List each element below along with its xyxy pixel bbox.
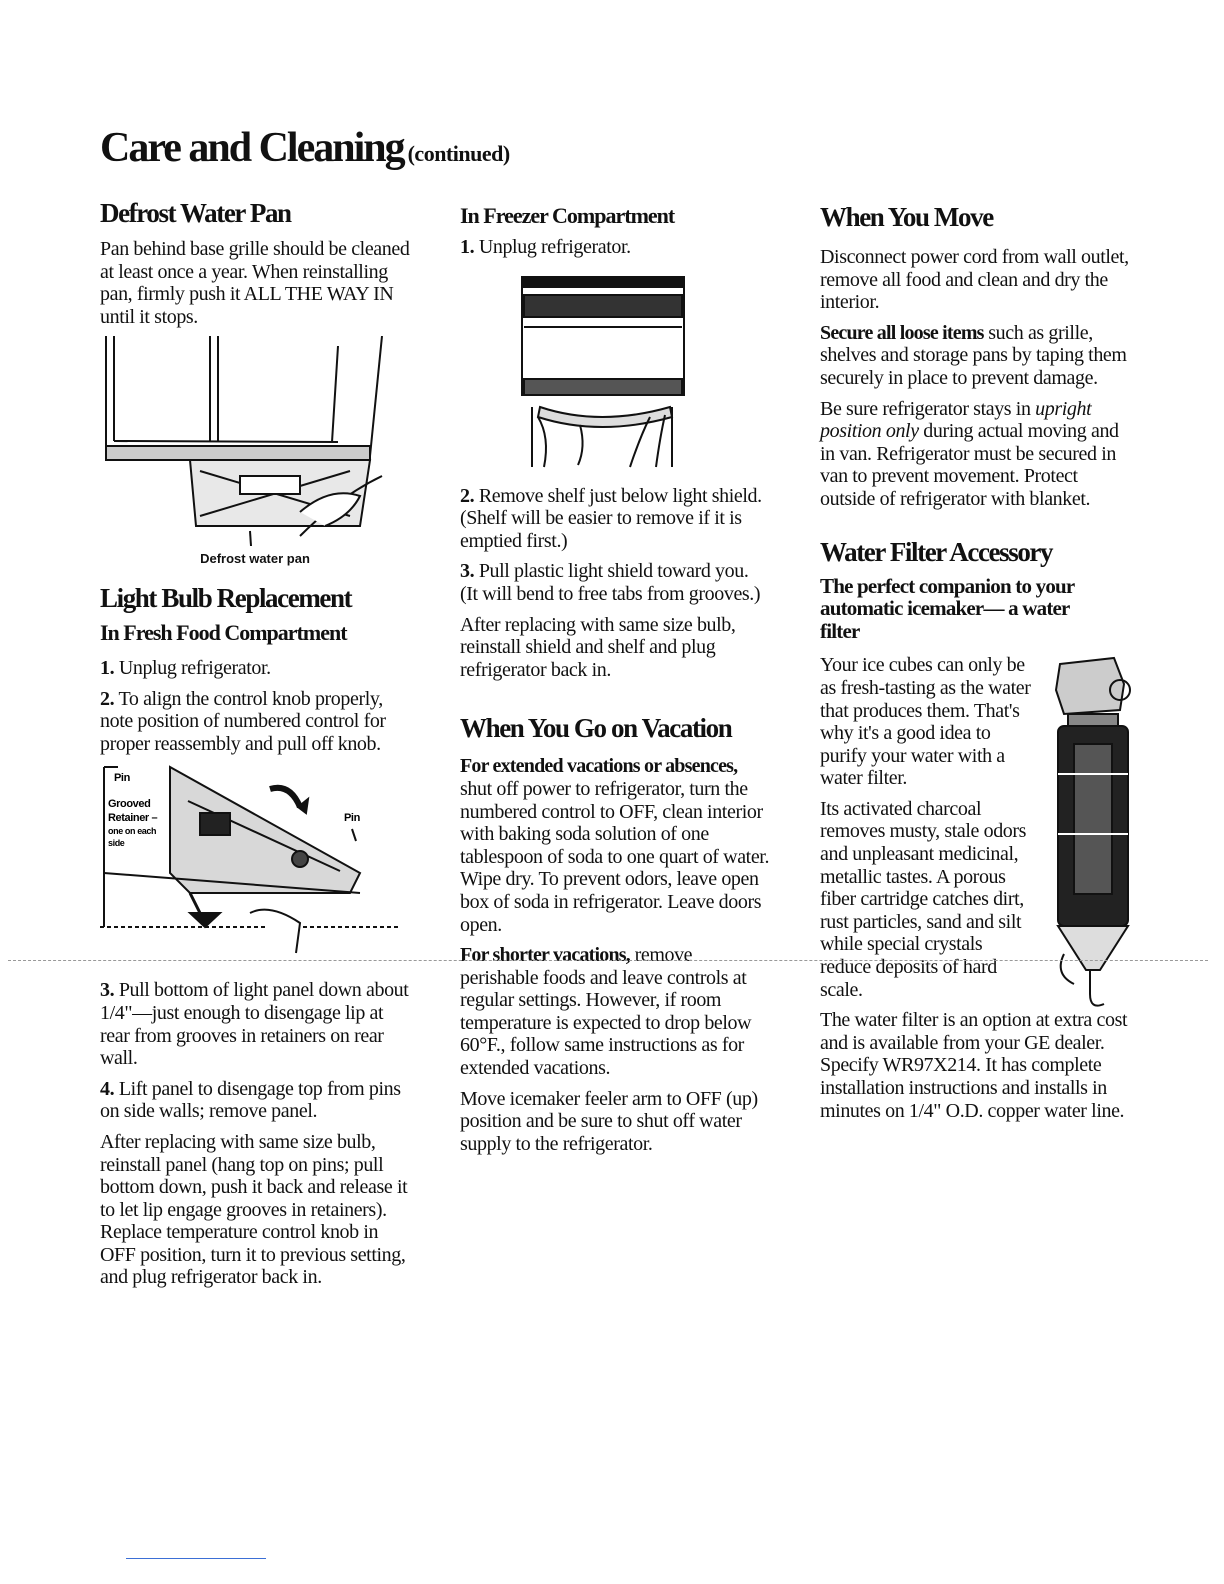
page-title bbox=[100, 124, 510, 172]
filter-subheading: The perfect companion to your automatic icemaker— a water filter bbox=[820, 573, 1075, 643]
filter-section bbox=[820, 654, 1130, 1001]
fig-label-retainer-1: Grooved bbox=[108, 798, 151, 811]
move-heading: When You Move bbox=[820, 202, 993, 232]
page-title-sub: (continued) bbox=[407, 141, 510, 166]
fig-label-retainer-3: one on each bbox=[108, 826, 157, 837]
fresh-food-heading: In Fresh Food Compartment bbox=[100, 619, 347, 645]
defrost-pan-illustration bbox=[100, 336, 400, 546]
fig-label-retainer-4: side bbox=[108, 838, 125, 849]
freezer-heading: In Freezer Compartment bbox=[460, 203, 675, 228]
filter-p1: Your ice cubes can only be as fresh-tasting as the water that produces them. That's why it's a good idea to purify your water with a water filter. bbox=[820, 654, 1031, 790]
column-left bbox=[100, 196, 410, 1297]
vacation-shorter: For shorter vacations, remove perishable foods and leave controls at regular settings. However, if room temperature is expected to drop below 60°F., follow same instructions as for extended vacations. bbox=[460, 944, 752, 1080]
filter-p3: The water filter is an option at extra cost and is available from your GE dealer. Specify WR97X214. It has complete installation instructions and installs in minutes on 1/4" O.D. copper water line. bbox=[820, 1009, 1128, 1122]
defrost-heading: Defrost Water Pan bbox=[100, 198, 291, 228]
fig-label-pin-right: Pin bbox=[344, 812, 360, 825]
column-middle bbox=[460, 196, 770, 1163]
fresh-step-2: 2. To align the control knob properly, note position of numbered control for proper reassembly and pull off knob. bbox=[100, 687, 386, 755]
freezer-after-text: After replacing with same size bulb, reinstall shield and shelf and plug refrigerator back in. bbox=[460, 613, 736, 681]
move-p2: Secure all loose items such as grille, shelves and storage pans by taping them securely in place to prevent damage. bbox=[820, 321, 1127, 389]
vacation-heading: When You Go on Vacation bbox=[460, 713, 732, 744]
freezer-shield-illustration bbox=[460, 267, 770, 477]
bottom-rule bbox=[126, 1558, 266, 1559]
fold-line bbox=[8, 960, 1208, 962]
column-right bbox=[820, 196, 1130, 1130]
fresh-step-1: 1. Unplug refrigerator. bbox=[100, 656, 271, 679]
move-p3: Be sure refrigerator stays in upright position only during actual moving and in van. Refrigerator must be secured in van to prevent movement. Protect outside of refrigerator with blanket. bbox=[820, 397, 1119, 510]
freezer-step-2: 2. Remove shelf just below light shield. (Shelf will be easier to remove if it is emptied first.) bbox=[460, 484, 762, 552]
fig-label-pin-top: Pin bbox=[114, 772, 130, 785]
filter-heading: Water Filter Accessory bbox=[820, 536, 1053, 567]
fresh-after-text: After replacing with same size bulb, reinstall panel (hang top on pins; pull bottom down, push it back and release it to let lip engage grooves in retainers). Replace temperature control knob in OFF position, turn it to previous setting, and plug refrigerator back in. bbox=[100, 1130, 408, 1289]
filter-p2: Its activated charcoal removes musty, stale odors and unpleasant medicinal, metallic tastes. A porous fiber cartridge catches dirt, rust particles, sand and silt while special crystals reduce deposits of hard scale. bbox=[820, 797, 1027, 1001]
defrost-text: Pan behind base grille should be cleaned at least once a year. When reinstalling pan, firmly push it ALL THE WAY IN until it stops. bbox=[100, 238, 410, 328]
vacation-extended: For extended vacations or absences, shut off power to refrigerator, turn the numbered control to OFF, clean interior with baking soda solution of one tablespoon of soda to one quart of water. Wipe dry. To prevent odors, leave open box of soda in refrigerator. Leave doors open. bbox=[460, 755, 770, 936]
fresh-step-3: 3. Pull bottom of light panel down about 1/4"—just enough to disengage lip at rear from grooves in retainers on rear wall. bbox=[100, 979, 409, 1070]
move-p1: Disconnect power cord from wall outlet, remove all food and clean and dry the interior. bbox=[820, 246, 1129, 314]
light-panel-illustration bbox=[100, 763, 400, 963]
freezer-step-3: 3. Pull plastic light shield toward you. (It will bend to free tabs from grooves.) bbox=[460, 560, 761, 605]
page-title-main: Care and Cleaning bbox=[100, 125, 404, 171]
defrost-caption: Defrost water pan bbox=[200, 551, 310, 567]
fig-label-retainer-2: Retainer – bbox=[108, 812, 158, 825]
fresh-step-4: 4. Lift panel to disengage top from pins on side walls; remove panel. bbox=[100, 1077, 401, 1123]
freezer-step-1: 1. Unplug refrigerator. bbox=[460, 236, 631, 258]
vacation-icemaker: Move icemaker feeler arm to OFF (up) position and be sure to shut off water supply to the refrigerator. bbox=[460, 1087, 758, 1155]
light-bulb-heading: Light Bulb Replacement bbox=[100, 582, 352, 613]
